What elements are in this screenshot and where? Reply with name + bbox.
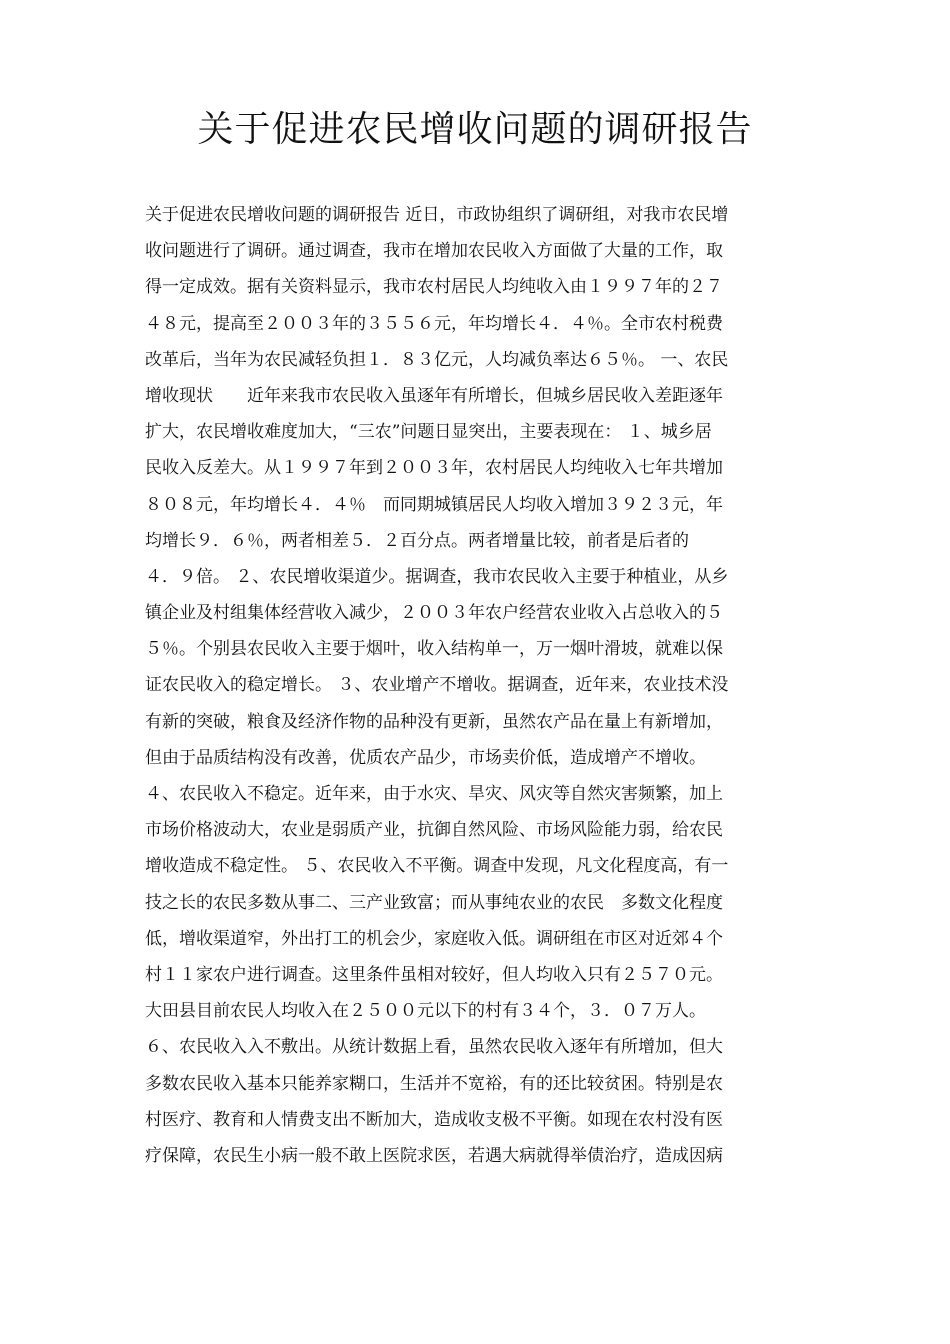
body-line: 技之长的农民多数从事二、三产业致富；而从事纯农业的农民 多数文化程度 — [145, 892, 723, 913]
body-line: 改革后，当年为农民减轻负担１．８３亿元，人均减负率达６５％。 一、农民 — [145, 349, 729, 370]
body-line: 扩大，农民增收难度加大，“三农”问题日显突出，主要表现在： １、城乡居 — [145, 422, 712, 443]
body-line: 市场价格波动大，农业是弱质产业，抗御自然风险、市场风险能力弱，给农民 — [145, 820, 723, 841]
body-line: 均增长９．６％，两者相差５．２百分点。两者增量比较，前者是后者的 — [145, 530, 689, 551]
body-line: ４．９倍。 ２、农民增收渠道少。据调查，我市农民收入主要于种植业，从乡 — [145, 566, 729, 587]
body-line: ８０８元，年均增长４．４％ 而同期城镇居民人均收入增加３９２３元，年 — [145, 494, 723, 515]
document-body — [145, 197, 813, 1174]
body-line: 得一定成效。据有关资料显示，我市农村居民人均纯收入由１９９７年的２７ — [145, 277, 723, 298]
body-line: ４、农民收入不稳定。近年来，由于水灾、旱灾、风灾等自然灾害频繁，加上 — [145, 784, 723, 804]
body-line: 增收造成不稳定性。 ５、农民收入不平衡。调查中发现，凡文化程度高，有一 — [145, 856, 729, 877]
document-title: 关于促进农民增收问题的调研报告 — [197, 109, 753, 150]
body-line: 民收入反差大。从１９９７年到２００３年，农村居民人均纯收入七年共增加 — [145, 458, 723, 479]
body-line: 证农民收入的稳定增长。 ３、农业增产不增收。据调查，近年来，农业技术没 — [145, 675, 729, 696]
body-line: 多数农民收入基本只能养家糊口，生活并不宽裕，有的还比较贫困。特别是农 — [145, 1073, 723, 1094]
body-line: ６、农民收入入不敷出。从统计数据上看，虽然农民收入逐年有所增加，但大 — [145, 1037, 723, 1058]
body-line: 有新的突破，粮食及经济作物的品种没有更新，虽然农产品在量上有新增加， — [145, 711, 723, 732]
body-line: 村医疗、教育和人情费支出不断加大，造成收支极不平衡。如现在农村没有医 — [145, 1109, 723, 1130]
body-line: 增收现状 近年来我市农民收入虽逐年有所增长，但城乡居民收入差距逐年 — [145, 385, 723, 406]
body-line: 但由于品质结构没有改善，优质农产品少，市场卖价低，造成增产不增收。 — [145, 747, 706, 768]
body-line: 大田县目前农民人均收入在２５００元以下的村有３４个，３．０７万人。 — [145, 1001, 706, 1022]
body-line: 村１１家农户进行调查。这里条件虽相对较好，但人均收入只有２５７０元。 — [145, 964, 723, 985]
body-line: 低，增收渠道窄，外出打工的机会少，家庭收入低。调研组在市区对近郊４个 — [145, 928, 723, 949]
body-line: ５％。个别县农民收入主要于烟叶，收入结构单一，万一烟叶滑坡，就难以保 — [145, 639, 723, 660]
body-line: 关于促进农民增收问题的调研报告 近日，市政协组织了调研组，对我市农民增 — [145, 205, 729, 225]
body-line: 收问题进行了调研。通过调查，我市在增加农民收入方面做了大量的工作，取 — [145, 241, 723, 262]
body-line: 镇企业及村组集体经营收入减少，２００３年农户经营农业收入占总收入的５ — [145, 603, 723, 624]
body-line: 疗保障，农民生小病一般不敢上医院求医，若遇大病就得举债治疗，造成因病 — [145, 1145, 723, 1166]
body-line: ４８元，提高至２００３年的３５５６元，年均增长４．４％。全市农村税费 — [145, 313, 723, 334]
